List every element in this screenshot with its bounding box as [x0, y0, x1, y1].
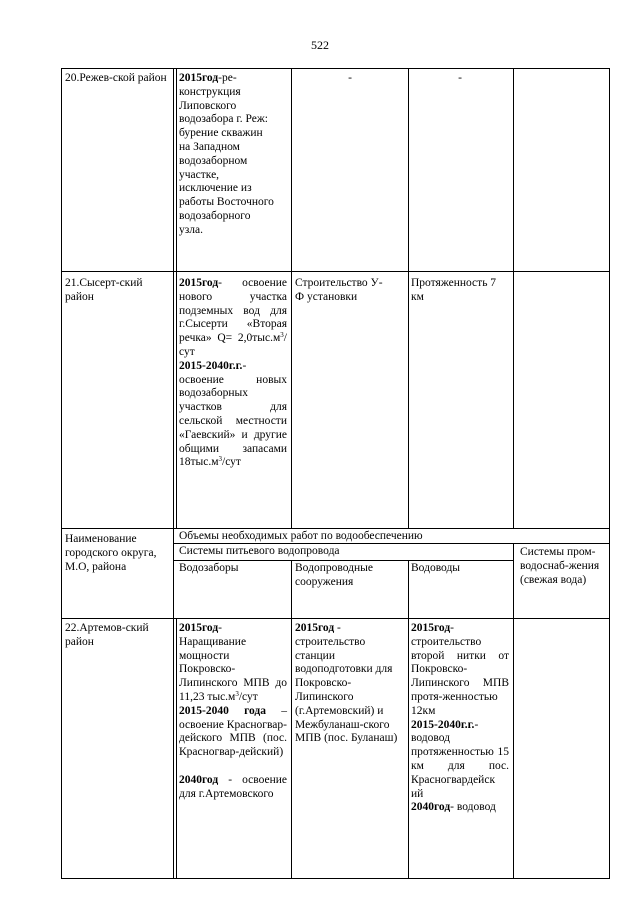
- intakes-rezh: 2015год-ре-конструкция Липовского водозабора г. Реж: бурение скважин на Западном водозаборном участке, исключение из работы Восточного водозаборного узла.: [179, 72, 274, 236]
- year-label: 2015год: [179, 72, 219, 84]
- header-industrial-systems: Системы пром-водоснаб-жения (свежая вода): [520, 546, 600, 586]
- conduits-sysert: Протяженность 7 км: [411, 277, 497, 303]
- header-drinking-systems: Системы питьевого водопровода: [179, 545, 340, 557]
- year-label: 2015год: [411, 622, 451, 634]
- header-water-works: Объемы необходимых работ по водообеспечению: [179, 530, 423, 542]
- year-label: 2040год: [179, 773, 219, 786]
- district-sysert: 21.Сысерт-ский район: [65, 277, 143, 303]
- facilities-sysert: Строительство У-Ф установки: [295, 277, 383, 303]
- facilities-rezh: -: [348, 72, 352, 84]
- district-rezh: 20.Режев-ской район: [65, 72, 167, 84]
- header-district: Наименование городского округа, М.О, района: [65, 533, 157, 573]
- year-label: 2015год: [179, 277, 219, 289]
- year-label: 2015год: [179, 622, 219, 634]
- intakes-artem: 2015год- Наращивание мощности Покровско-Липинского МПВ до 11,23 $тыс.м^3$/сут 2015-2040 года – освоение Красногвар-дейского МПВ (пос. Красногвар-дейский) 2040год - освоение для г.Артемовского: [179, 622, 287, 800]
- conduits-rezh: -: [458, 72, 462, 84]
- year-label: 2015-2040г.г.: [411, 718, 475, 731]
- year-label: 2015-2040 года: [179, 704, 266, 717]
- district-artem: 22.Артемов-ский район: [65, 622, 149, 648]
- header-conduits: Водоводы: [411, 562, 461, 574]
- conduits-artem: 2015год-строительство второй нитки от Покровско-Липинского МПВ протя-женностью 12км 2015-2040г.г.- водовод протяженностью 15 км для пос. Красногвардейск ий 2040год- водовод: [411, 622, 509, 814]
- year-label: 2015год: [295, 622, 335, 634]
- intakes-sysert: 2015год- освоение нового участка подземных вод для г.Сысерти «Вторая речка» $Q= 2,0тыс.м^3$/сут 2015-2040г.г.- освоение новых водозаборных участков для сельской местности «Гаевский» и другие общими запасами $18тыс.м^3$/сут: [179, 277, 287, 469]
- year-label: 2015-2040г.г.: [179, 359, 243, 372]
- page-number: 522: [311, 38, 329, 52]
- year-label: 2040год: [411, 801, 451, 814]
- header-intakes: Водозаборы: [179, 562, 239, 574]
- header-facilities: Водопроводные сооружения: [295, 562, 373, 588]
- facilities-artem: 2015год - строительство станции водоподготовки для Покровско-Липинского (г.Артемовский) и Межбуланаш-ского МПВ (пос. Буланаш): [295, 622, 398, 745]
